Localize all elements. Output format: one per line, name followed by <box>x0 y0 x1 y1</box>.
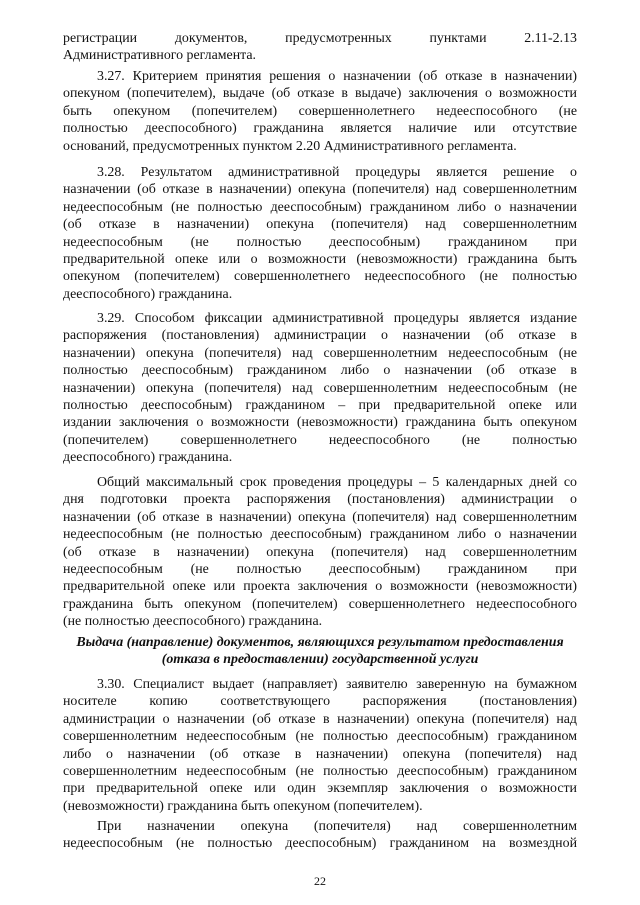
text-line: При назначении опекуна (попечителя) над совершеннолетним <box>97 819 577 834</box>
text-line: дееспособного) гражданина. <box>63 450 233 466</box>
text-line: (попечителем) совершеннолетнего недееспособного (не полностью <box>63 432 577 448</box>
text-line: оснований, предусмотренных пунктом 2.20 Административного регламента. <box>63 138 517 154</box>
text-line: носителе копию соответствующего распоряжения (постановления) <box>63 694 577 710</box>
paragraph-p5 <box>63 474 577 631</box>
text-line: администрации о назначении (об отказе в назначении) опекуна (попечителя) над <box>63 711 577 727</box>
section-heading-line: (отказа в предоставлении) государственной услуги <box>161 652 479 668</box>
text-line: недееспособным (не полностью дееспособным) гражданином либо о назначении <box>63 199 577 215</box>
text-line: опекуном (попечителем), выдаче (об отказе в выдаче) заключения о возможности <box>63 86 577 102</box>
text-line: недееспособным (не полностью дееспособным) гражданином при <box>63 234 577 250</box>
text-line: полностью дееспособным) гражданином либо о назначении (об отказе в <box>63 363 577 379</box>
text-line: 3.30. Специалист выдает (направляет) заявителю заверенную на бумажном <box>97 677 577 692</box>
page-number: 22 <box>314 874 326 888</box>
text-line: назначении) опекуна (попечителя) над совершеннолетним недееспособным (не <box>63 345 577 361</box>
text-line: либо о назначении (об отказе в назначении) опекуна (попечителя) над <box>63 746 577 762</box>
text-line: назначении (об отказе в назначении) опекуна (попечителя) над совершеннолетним <box>63 182 577 198</box>
paragraph-p7 <box>63 818 577 853</box>
text-line: недееспособным (не полностью дееспособным) гражданином при <box>63 561 577 577</box>
text-line: полностью дееспособным) гражданином – при предварительной опеке или <box>63 397 577 413</box>
text-line: Общий максимальный срок проведения процедуры – 5 календарных дней со <box>97 475 577 490</box>
text-line: предварительной опеке или проекта заключения о возможности (невозможности) <box>63 579 577 595</box>
text-line: недееспособным (не полностью дееспособным) гражданином на возмездной <box>63 836 577 852</box>
text-line: 3.27. Критерием принятия решения о назначении (об отказе в назначении) <box>97 69 577 84</box>
text-line: 3.29. Способом фиксации административной процедуры является издание <box>97 311 577 326</box>
text-line: (не полностью дееспособного) гражданина. <box>63 614 323 630</box>
text-line: гражданина быть опекуном (попечителем) совершеннолетнего недееспособного <box>63 596 577 612</box>
text-line: дееспособного) гражданина. <box>63 286 233 302</box>
text-line: при предварительной опеке или один экземпляр заключения о возможности <box>63 781 577 797</box>
section-heading <box>63 634 577 669</box>
text-line: полностью дееспособного) гражданина является наличие или отсутствие <box>63 121 577 137</box>
text-line: регистрации документов, предусмотренных пунктами 2.11-2.13 <box>63 31 577 46</box>
text-line: опекуном (попечителем) совершеннолетнего недееспособного (не полностью <box>63 269 577 285</box>
text-line: издании заключения о возможности (невозможности) гражданина быть опекуном <box>63 415 577 431</box>
paragraph-p3 <box>63 164 577 303</box>
text-line: совершеннолетним недееспособным (не полностью дееспособным) гражданином <box>63 729 577 745</box>
text-line: быть опекуном (попечителем) совершеннолетнего недееспособного (не <box>63 103 577 119</box>
paragraph-p2 <box>63 68 577 155</box>
text-line: дня подготовки проекта распоряжения (постановления) администрации о <box>63 492 577 508</box>
text-line: распоряжения (постановления) администрации о назначении (об отказе в <box>63 328 577 344</box>
text-line: совершеннолетним недееспособным (не полностью дееспособным) гражданином <box>63 763 577 779</box>
text-line: 3.28. Результатом административной процедуры является решение о <box>97 165 577 180</box>
paragraph-p1 <box>63 30 577 65</box>
text-line: назначении (об отказе в назначении) опекуна (попечителя) над совершеннолетним <box>63 509 577 525</box>
text-line: (невозможности) гражданина быть опекуном (попечителем). <box>63 798 423 814</box>
paragraph-p6 <box>63 676 577 815</box>
text-line: Административного регламента. <box>63 48 257 64</box>
paragraph-p4 <box>63 310 577 467</box>
text-line: (об отказе в назначении) опекуна (попечителя) над совершеннолетним <box>63 544 577 560</box>
text-line: (об отказе в назначении) опекуна (попечителя) над совершеннолетним <box>63 217 577 233</box>
section-heading-line: Выдача (направление) документов, являющихся результатом предоставления <box>76 635 564 650</box>
text-line: назначении) опекуна (попечителя) над совершеннолетним недееспособным (не <box>63 380 577 396</box>
text-line: недееспособным (не полностью дееспособным) гражданином либо о назначении <box>63 527 577 543</box>
text-line: предварительной опеке или о возможности (невозможности) гражданина быть <box>63 251 577 267</box>
